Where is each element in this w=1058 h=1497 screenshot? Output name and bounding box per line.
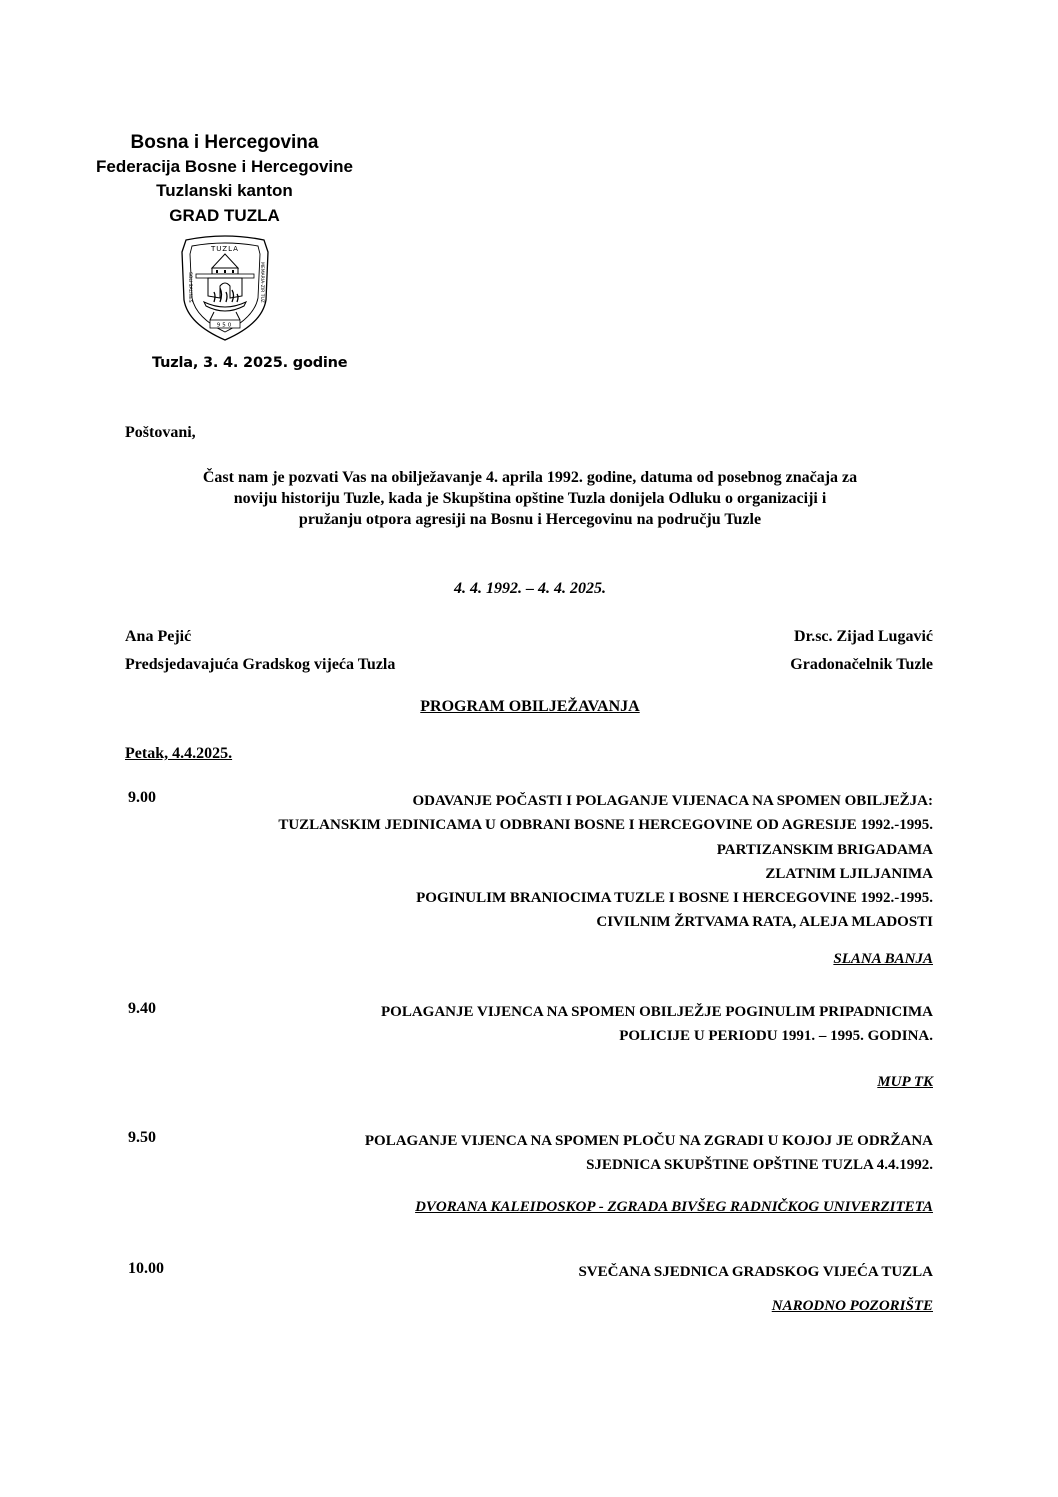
signatory-name: Dr.sc. Zijad Lugavić [794,628,933,645]
program-item-description [125,1260,933,1284]
country-name: Bosna i Hercegovina [130,132,319,153]
city-name: GRAD TUZLA [169,206,280,225]
greeting: Poštovani, [125,424,196,441]
invitation-line: pružanju otpora agresiji na Bosnu i Hercegovinu na području Tuzle [298,511,762,528]
program-item-location: DVORANA KALEIDOSKOP - ZGRADA BIVŠEG RADNIČKOG UNIVERZITETA [415,1198,933,1215]
canton-name: Tuzlanski kanton [156,181,293,200]
description-line: POLAGANJE VIJENCA NA SPOMEN PLOČU NA ZGRADI U KOJOJ JE ODRŽANA [364,1133,933,1149]
description-line: TUZLANSKIM JEDINICAMA U ODBRANI BOSNE I HERCEGOVINE OD AGRESIJE 1992.-1995. [278,817,933,834]
svg-text:MEMARIA-ZIR TUZ: MEMARIA-ZIR TUZ [259,262,264,303]
signatory-right [790,623,933,679]
description-line: CIVILNIM ŽRTVAMA RATA, ALEJA MLADOSTI [596,914,933,931]
signatory-title: Predsjedavajuća Gradskog vijeća Tuzla [125,656,396,673]
invitation-paragraph [110,467,950,530]
program-item [125,1260,933,1315]
program-item-description [125,789,933,935]
program-item [125,1129,933,1216]
svg-text:950: 950 [216,322,234,329]
federation-name: Federacija Bosne i Hercegovine [96,157,353,176]
description-line: SVEČANA SJEDNICA GRADSKOG VIJEĆA TUZLA [578,1264,933,1280]
program-item [125,1000,933,1091]
description-line: ZLATNIM LJILJANIMA [765,865,933,882]
program-item-location: NARODNO POZORIŠTE [771,1298,933,1315]
program-item-time: 9.40 [128,1000,156,1017]
program-item-time: 9.00 [128,789,156,806]
program-item-time: 10.00 [128,1260,164,1277]
invitation-line: noviju historiju Tuzle, kada je Skupština opštine Tuzla donijela Odluku o organizaciji i [233,490,827,507]
program-item-description [125,1129,933,1178]
program-item [125,789,933,968]
description-line: SJEDNICA SKUPŠTINE OPŠTINE TUZLA 4.4.1992. [586,1157,933,1174]
signatory-title: Gradonačelnik Tuzle [790,656,933,673]
program-item-time: 9.50 [128,1129,156,1146]
description-line: POLAGANJE VIJENCA NA SPOMEN OBILJEŽJE POGINULIM PRIPADNICIMA [381,1004,933,1020]
invitation-line: Čast nam je pozvati Vas na obilježavanje 4. aprila 1992. godine, datuma od posebnog značaja za [202,469,858,486]
description-line: POLICIJE U PERIODU 1991. – 1995. GODINA. [619,1028,933,1045]
program-title: PROGRAM OBILJEŽAVANJA [420,698,640,715]
signatory-name: Ana Pejić [125,628,192,645]
program-item-description [125,1000,933,1049]
tuzla-coat-of-arms-icon [176,232,274,342]
program-item-location: MUP TK [877,1073,933,1090]
description-line: PARTIZANSKIM BRIGADAMA [716,841,933,858]
letterhead [72,130,377,229]
description-line: ODAVANJE POČASTI I POLAGANJE VIJENACA NA SPOMEN OBILJEŽJA: [412,793,933,809]
letter-date: Tuzla, 3. 4. 2025. godine [152,355,348,371]
signatory-left [125,623,395,679]
program-item-location: SLANA BANJA [833,950,933,967]
program-day: Petak, 4.4.2025. [125,745,233,762]
svg-text:TUZLA: TUZLA [211,245,239,253]
description-line: POGINULIM BRANIOCIMA TUZLE I BOSNE I HERCEGOVINE 1992.-1995. [416,890,933,907]
svg-text:SOLI SALINES: SOLI SALINES [187,272,192,303]
anniversary-date-span: 4. 4. 1992. – 4. 4. 2025. [454,580,606,597]
